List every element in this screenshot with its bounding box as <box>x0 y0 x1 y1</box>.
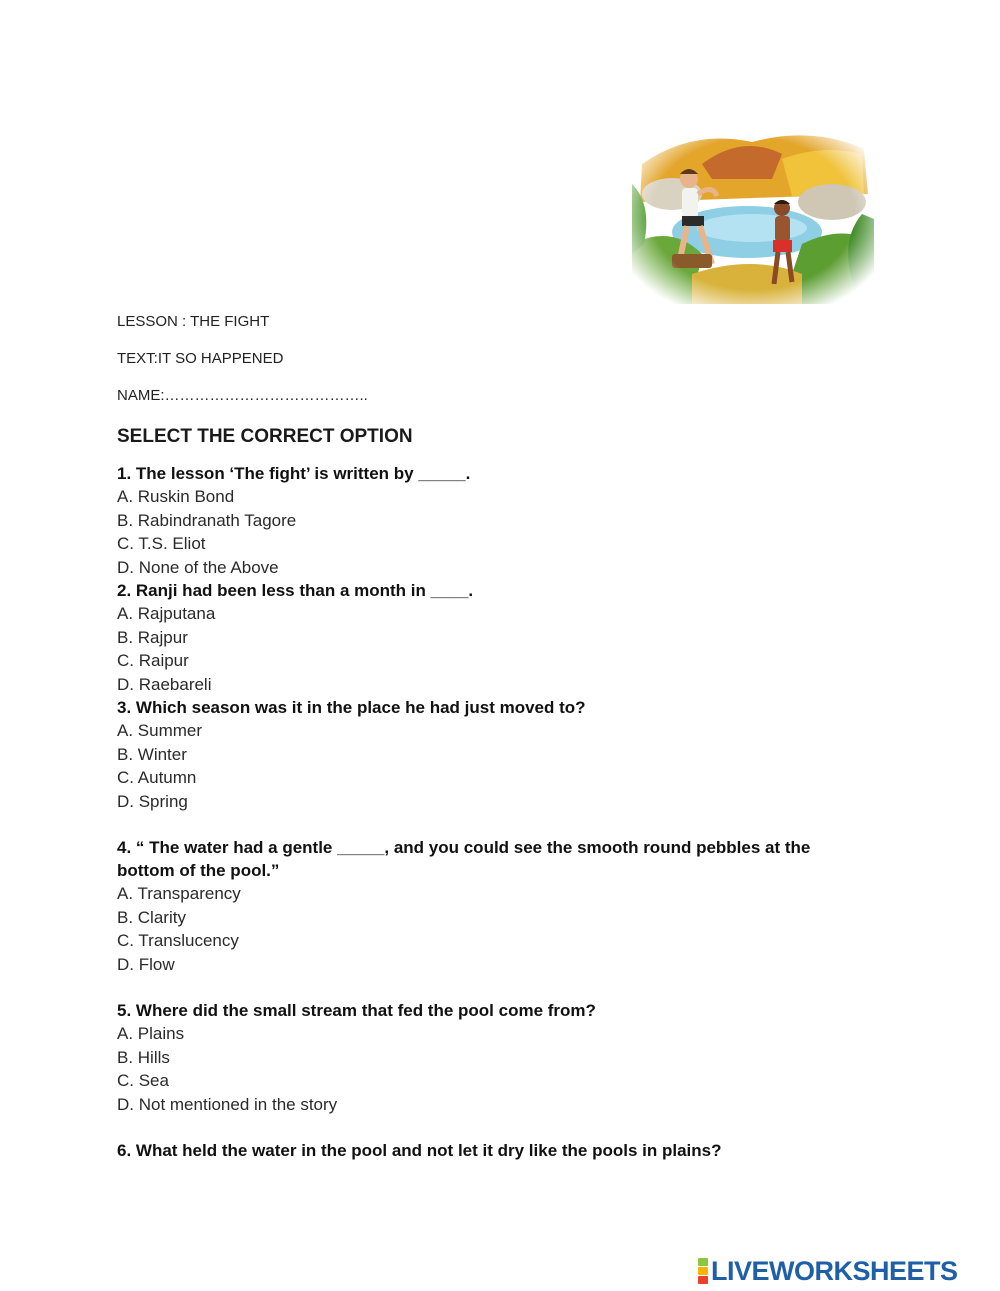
logo-color-squares <box>698 1258 708 1284</box>
option-b[interactable]: B. Rajpur <box>117 627 188 647</box>
question-text: 1. The lesson ‘The fight’ is written by _____. <box>117 464 471 483</box>
question-6 <box>117 1139 917 1162</box>
question-1 <box>117 462 917 579</box>
question-5 <box>117 999 917 1116</box>
logo-square-green <box>698 1258 708 1266</box>
option-b[interactable]: B. Rabindranath Tagore <box>117 510 297 530</box>
logo-text: LIVEWORKSHEETS <box>711 1255 958 1286</box>
lesson-illustration <box>632 124 874 304</box>
option-a[interactable]: A. Plains <box>117 1024 185 1043</box>
option-a[interactable]: A. Rajputana <box>117 604 216 623</box>
lesson-title: LESSON : THE FIGHT <box>117 313 270 330</box>
option-a[interactable]: A. Ruskin Bond <box>117 487 235 506</box>
worksheet-content <box>117 312 917 1162</box>
question-3 <box>117 696 917 813</box>
option-b[interactable]: B. Clarity <box>117 907 186 927</box>
name-field[interactable]: NAME:………………………………….. <box>117 387 368 404</box>
option-c[interactable]: C. Sea <box>117 1071 169 1090</box>
section-title: SELECT THE CORRECT OPTION <box>117 426 413 447</box>
liveworksheets-logo <box>698 1256 958 1286</box>
option-d[interactable]: D. Flow <box>117 954 175 974</box>
question-text: 2. Ranji had been less than a month in ____. <box>117 581 474 600</box>
option-c[interactable]: C. T.S. Eliot <box>117 534 206 553</box>
question-text-line-2: bottom of the pool.” <box>117 861 280 880</box>
question-4 <box>117 836 917 976</box>
option-a[interactable]: A. Summer <box>117 721 203 740</box>
option-c[interactable]: C. Raipur <box>117 651 189 670</box>
option-d[interactable]: D. Raebareli <box>117 674 212 694</box>
text-title: TEXT:IT SO HAPPENED <box>117 350 284 367</box>
option-b[interactable]: B. Hills <box>117 1047 170 1067</box>
logo-square-red <box>698 1276 708 1284</box>
logo-square-yellow <box>698 1267 708 1275</box>
question-text-line-1: 4. “ The water had a gentle _____, and you could see the smooth round pebbles at the <box>117 838 811 857</box>
question-text: 5. Where did the small stream that fed the pool come from? <box>117 1001 596 1020</box>
question-2 <box>117 579 917 696</box>
option-c[interactable]: C. Translucency <box>117 931 239 950</box>
option-d[interactable]: D. Spring <box>117 791 188 811</box>
option-a[interactable]: A. Transparency <box>117 884 241 903</box>
option-b[interactable]: B. Winter <box>117 744 187 764</box>
question-text: 3. Which season was it in the place he had just moved to? <box>117 698 586 717</box>
question-list <box>117 462 917 1162</box>
option-c[interactable]: C. Autumn <box>117 768 197 787</box>
question-text: 6. What held the water in the pool and not let it dry like the pools in plains? <box>117 1141 722 1160</box>
option-d[interactable]: D. None of the Above <box>117 557 279 577</box>
option-d[interactable]: D. Not mentioned in the story <box>117 1094 338 1114</box>
